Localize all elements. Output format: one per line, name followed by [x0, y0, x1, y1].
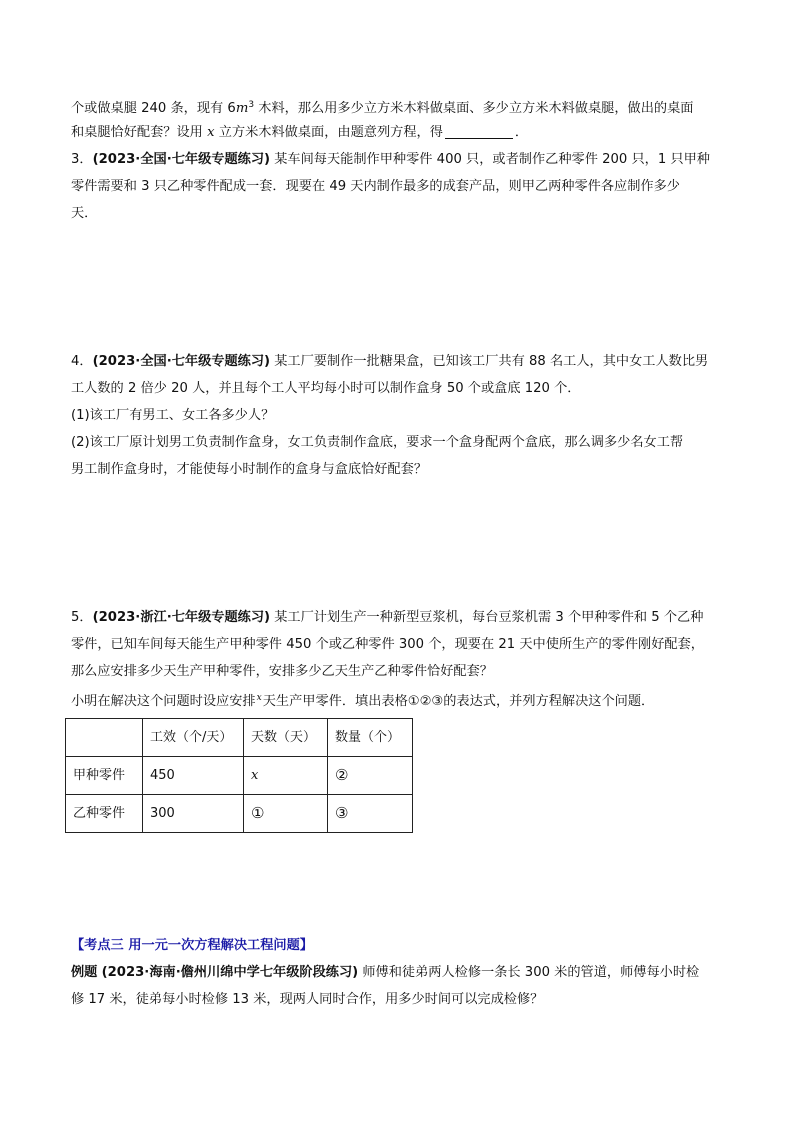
problem-source: (2023·全国·七年级专题练习) [92, 354, 271, 369]
section-heading: 【考点三 用一元一次方程解决工程问题】 [71, 938, 313, 953]
problem-5 [71, 604, 731, 712]
table-header-cell: 工效（个/天） [143, 719, 244, 757]
table-cell-blank-2[interactable]: ② [328, 757, 413, 795]
table-header-row [66, 719, 413, 757]
problem-source: (2023·浙江·七年级专题练习) [92, 610, 271, 625]
answer-blank[interactable] [445, 124, 513, 139]
table-header-cell [66, 719, 143, 757]
problem-number: 5． [71, 610, 93, 625]
text-line: 修 17 米，徒弟每小时检修 13 米，现两人同时合作，用多少时间可以完成检修？ [71, 992, 544, 1007]
parts-table [65, 718, 413, 833]
table-header-cell: 天数（天） [244, 719, 328, 757]
text-line: 天． [71, 206, 98, 221]
table-row [66, 757, 413, 795]
problem-number: 4． [71, 354, 93, 369]
problem-continuation [71, 92, 731, 146]
problem-3 [71, 146, 731, 227]
table-cell-blank-1[interactable]: ① [244, 795, 328, 833]
table-cell: 甲种零件 [66, 757, 143, 795]
text-line: 和桌腿恰好配套？设用 x 立方米木料做桌面，由题意列方程，得 ． [71, 125, 529, 140]
table-cell-blank-3[interactable]: ③ [328, 795, 413, 833]
text-line: 零件，已知车间每天能生产甲种零件 450 个或乙种零件 300 个，现要在 21 天中使所生产的零件刚好配套， [71, 637, 704, 652]
text-line: 小明在解决这个问题时设应安排$^x$天生产甲零件．填出表格①②③的表达式，并列方程解决这个问题． [71, 693, 655, 709]
table-cell: 300 [143, 795, 244, 833]
table-cell: 乙种零件 [66, 795, 143, 833]
problem-source: (2023·全国·七年级专题练习) [92, 152, 271, 167]
example-label: 例题 [71, 965, 98, 980]
text-line: 个或做桌腿 240 条，现有 $6m^3$ 木料，那么用多少立方米木料做桌面、多少立方米木料做桌腿，做出的桌面 [71, 100, 694, 116]
text-line: 男工制作盒身时，才能使每小时制作的盒身与盒底恰好配套？ [71, 462, 428, 477]
sub-question-1: (1)该工厂有男工、女工各多少人？ [71, 408, 275, 423]
table-cell: 450 [143, 757, 244, 795]
text-line: 那么应安排多少天生产甲种零件，安排多少乙天生产乙种零件恰好配套？ [71, 664, 493, 679]
text-line: 例题 (2023·海南·儋州川绵中学七年级阶段练习) 师傅和徒弟两人检修一条长 300 米的管道，师傅每小时检 [71, 965, 700, 980]
problem-4 [71, 348, 731, 483]
sub-question-2: (2)该工厂原计划男工负责制作盒身，女工负责制作盒底，要求一个盒身配两个盒底，那么调多少名女工帮 [71, 435, 684, 450]
section-3 [71, 932, 731, 1013]
text-line: 4．(2023·全国·七年级专题练习) 某工厂要制作一批糖果盒，已知该工厂共有 88 名工人，其中女工人数比男 [71, 354, 709, 369]
example-source: (2023·海南·儋州川绵中学七年级阶段练习) [101, 965, 359, 980]
text-line: 零件需要和 3 只乙种零件配成一套．现要在 49 天内制作最多的成套产品，则甲乙两种零件各应制作多少 [71, 179, 680, 194]
text-line: 5．(2023·浙江·七年级专题练习) 某工厂计划生产一种新型豆浆机，每台豆浆机需 3 个甲种零件和 5 个乙种 [71, 610, 704, 625]
text-line: 3．(2023·全国·七年级专题练习) 某车间每天能制作甲种零件 400 只，或者制作乙种零件 200 只，1 只甲种 [71, 152, 710, 167]
table-row [66, 795, 413, 833]
problem-number: 3． [71, 152, 93, 167]
table-cell: x [244, 757, 328, 795]
text-line: 工人数的 2 倍少 20 人，并且每个工人平均每小时可以制作盒身 50 个或盒底 120 个． [71, 381, 581, 396]
table-header-cell: 数量（个） [328, 719, 413, 757]
